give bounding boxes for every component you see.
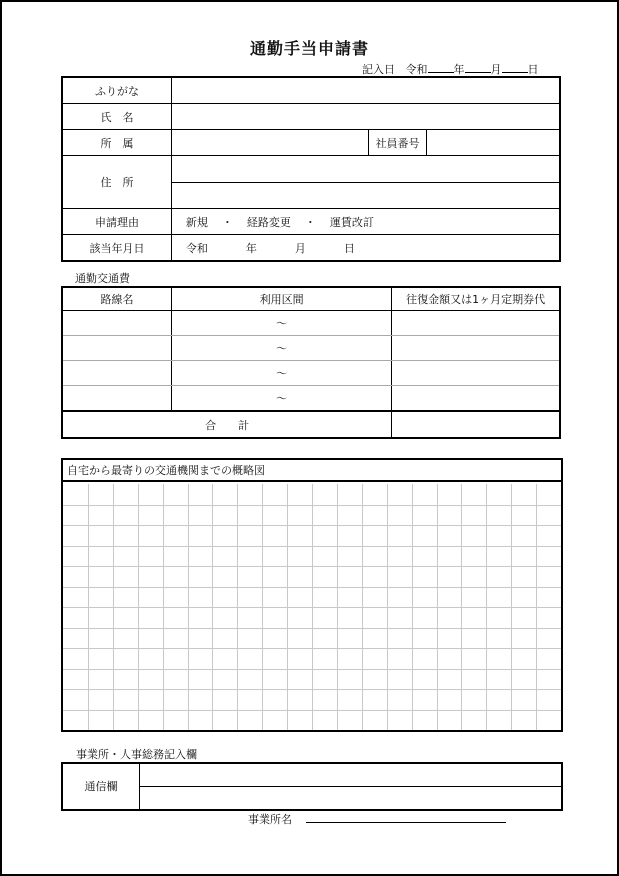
entry-date-day: 日 (527, 63, 539, 76)
reason-options (171, 209, 560, 235)
dept-field[interactable] (171, 130, 368, 156)
commute-section-label: 通勤交通費 (75, 272, 130, 285)
date-row (62, 235, 560, 262)
date-field[interactable] (171, 235, 560, 262)
address-label: 住 所 (62, 156, 171, 209)
reason-label: 申請理由 (62, 209, 171, 235)
reason-sep-1: ・ (221, 215, 233, 229)
address-field[interactable] (171, 156, 560, 209)
entry-date (362, 61, 539, 77)
address-split-line (172, 156, 559, 208)
header-section: 利用区間 (172, 287, 392, 311)
reason-new[interactable]: 新規 (185, 215, 208, 229)
reason-row (62, 209, 560, 235)
communication-box (61, 762, 563, 811)
name-row (62, 104, 560, 130)
reason-fare-revision[interactable]: 運賃改訂 (329, 215, 374, 229)
entry-year-blank[interactable] (428, 61, 454, 73)
header-amount: 往復金額又は1ヶ月定期券代 (392, 287, 560, 311)
date-day: 日 (343, 241, 355, 255)
section-cell[interactable]: ～ (172, 361, 392, 386)
name-field[interactable] (171, 104, 560, 130)
route-cell[interactable] (62, 386, 172, 412)
entry-date-year: 年 (453, 63, 465, 76)
office-section-label: 事業所・人事総務記入欄 (76, 748, 197, 761)
date-month: 月 (294, 241, 306, 255)
entry-date-month: 月 (490, 63, 502, 76)
employee-no-label: 社員番号 (369, 130, 427, 156)
address-row (62, 156, 560, 209)
route-cell[interactable] (62, 336, 172, 361)
table-row (62, 311, 560, 336)
communication-label: 通信欄 (63, 764, 140, 809)
office-name-label: 事業所名 (248, 813, 292, 826)
commute-header-row (62, 287, 560, 311)
total-row (62, 411, 560, 438)
dept-label: 所 属 (62, 130, 171, 156)
date-label: 該当年月日 (62, 235, 171, 262)
reason-route-change[interactable]: 経路変更 (246, 215, 291, 229)
amount-cell[interactable] (392, 386, 560, 412)
date-year: 年 (245, 241, 257, 255)
total-label: 合 計 (62, 411, 392, 438)
commute-table (61, 286, 561, 439)
date-era: 令和 (185, 241, 208, 255)
route-cell[interactable] (62, 311, 172, 336)
amount-cell[interactable] (392, 311, 560, 336)
office-name-field[interactable] (306, 811, 506, 823)
applicant-info-table (61, 76, 561, 262)
section-cell[interactable]: ～ (172, 336, 392, 361)
entry-day-blank[interactable] (502, 61, 528, 73)
form-title: 通勤手当申請書 (249, 39, 369, 58)
office-name-line (248, 811, 506, 827)
furigana-label: ふりがな (62, 77, 171, 104)
entry-month-blank[interactable] (465, 61, 491, 73)
entry-date-label: 記入日 (362, 63, 395, 76)
route-map-grid[interactable] (63, 484, 561, 730)
table-row (62, 386, 560, 412)
amount-cell[interactable] (392, 361, 560, 386)
header-route: 路線名 (62, 287, 172, 311)
total-amount-cell[interactable] (392, 411, 560, 438)
table-row (62, 361, 560, 386)
amount-cell[interactable] (392, 336, 560, 361)
table-row (62, 336, 560, 361)
furigana-field[interactable] (171, 77, 560, 104)
section-cell[interactable]: ～ (172, 386, 392, 412)
reason-sep-2: ・ (304, 215, 316, 229)
name-label: 氏 名 (62, 104, 171, 130)
section-cell[interactable]: ～ (172, 311, 392, 336)
furigana-row (62, 77, 560, 104)
route-cell[interactable] (62, 361, 172, 386)
employee-no-field[interactable] (426, 130, 560, 156)
communication-divider (140, 786, 561, 787)
route-map-box (61, 458, 563, 732)
entry-date-era: 令和 (405, 63, 428, 76)
route-map-title: 自宅から最寄りの交通機関までの概略図 (63, 460, 561, 482)
dept-row (62, 130, 560, 156)
